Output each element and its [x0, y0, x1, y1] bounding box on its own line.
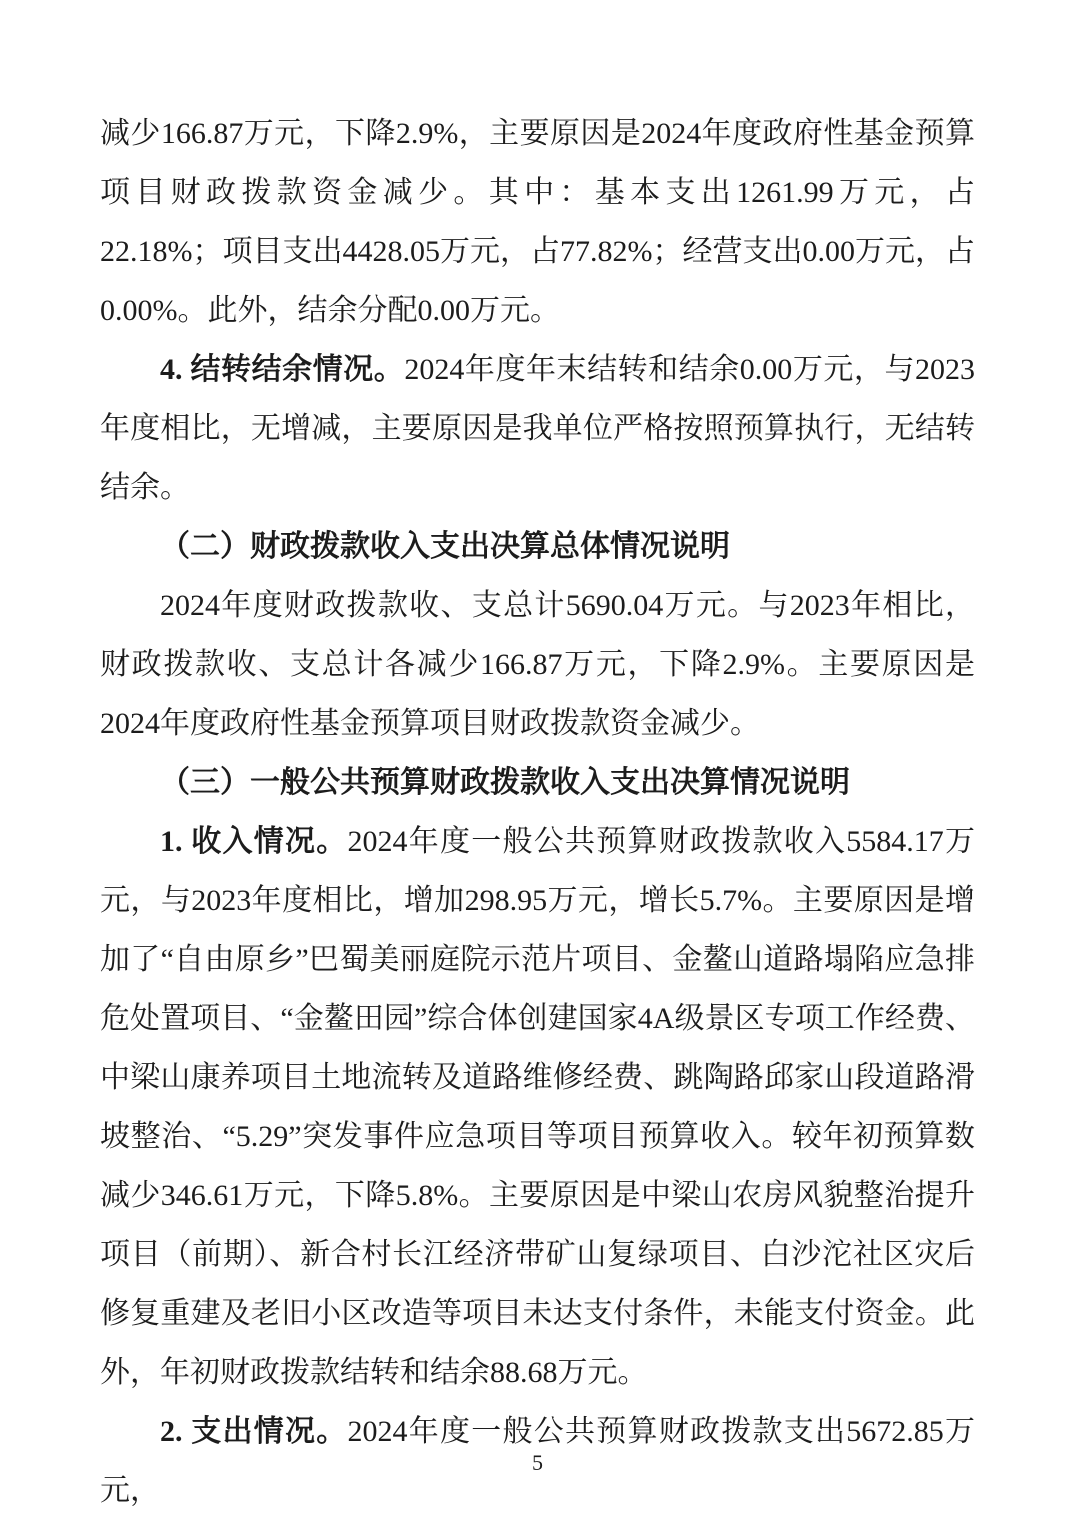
paragraph-text: 2024年度一般公共预算财政拨款支出5672.85万元，: [100, 1415, 975, 1507]
page-number: 5: [532, 1450, 543, 1475]
paragraph-text: 2024年度财政拨款收、支总计5690.04万元。与2023年相比，财政拨款收、支总计各减少166.87万元，下降2.9%。主要原因是2024年度政府性基金预算项目财政拨款资金减少。: [100, 589, 975, 740]
paragraph-fund-budget-expenditure-detail: [100, 104, 975, 340]
document-body: [100, 0, 975, 1520]
paragraph-text: 减少166.87万元，下降2.9%，主要原因是2024年度政府性基金预算项目财政拨款资金减少。其中：基本支出1261.99万元，占22.18%；项目支出4428.05万元，占77.82%；经营支出0.00万元，占0.00%。此外，结余分配0.00万元。: [100, 117, 975, 327]
paragraph-fiscal-appropriation-total: [100, 576, 975, 753]
section-heading-fiscal-appropriation-overview: （二）财政拨款收入支出决算总体情况说明: [160, 530, 730, 563]
section-heading-general-public-budget: （三）一般公共预算财政拨款收入支出决算情况说明: [160, 766, 850, 799]
page-footer: [0, 1450, 1075, 1476]
paragraph-text: 2024年度年末结转和结余0.00万元，与2023年度相比，无增减，主要原因是我单位严格按照预算执行，无结转结余。: [100, 353, 976, 504]
paragraph-lead: 4. 结转结余情况。: [160, 353, 405, 386]
paragraph-income-situation: [100, 812, 975, 1402]
paragraph-carryover-balance: [100, 340, 975, 517]
paragraph-lead: 1. 收入情况。: [160, 825, 348, 858]
paragraph-text: 2024年度一般公共预算财政拨款收入5584.17万元，与2023年度相比，增加298.95万元，增长5.7%。主要原因是增加了“自由原乡”巴蜀美丽庭院示范片项目、金鳌山道路塌陷应急排危处置项目、“金鳌田园”综合体创建国家4A级景区专项工作经费、中梁山康养项目土地流转及道路维修经费、跳陶路邱家山段道路滑坡整治、“5.29”突发事件应急项目等项目预算收入。较年初预算数减少346.61万元，下降5.8%。主要原因是中梁山农房风貌整治提升项目（前期）、新合村长江经济带矿山复绿项目、白沙沱社区灾后修复重建及老旧小区改造等项目未达支付条件，未能支付资金。此外，年初财政拨款结转和结余88.68万元。: [100, 825, 975, 1389]
paragraph-lead: 2. 支出情况。: [160, 1415, 348, 1448]
